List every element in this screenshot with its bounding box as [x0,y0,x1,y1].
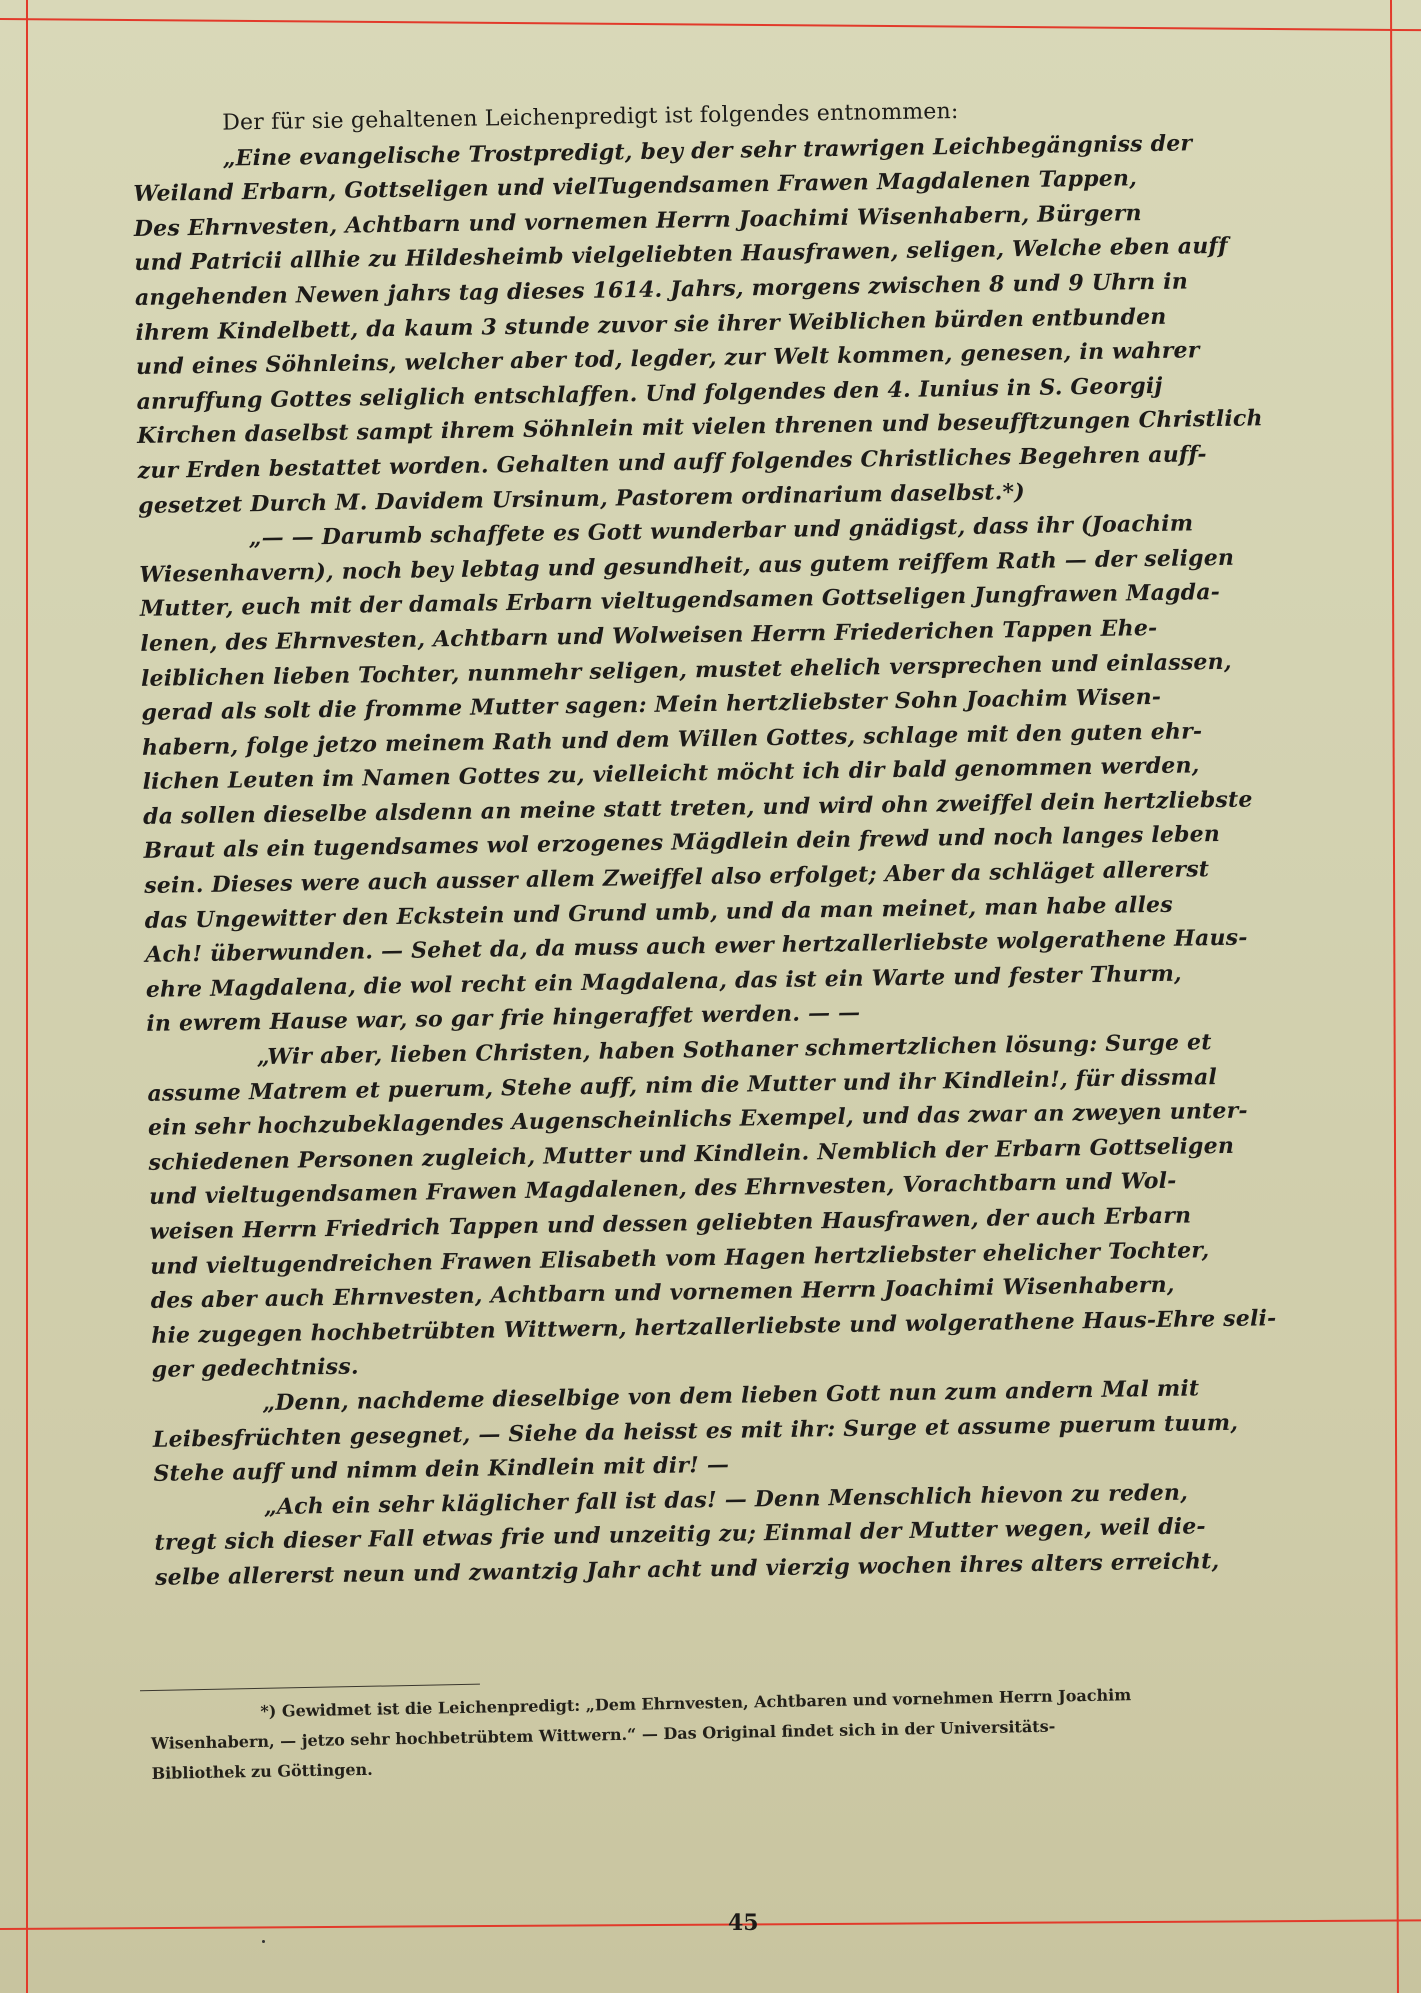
text-line: Des Ehrnvesten, Achtbarn und vornemen Herrn Joachimi Wisenhabern, Bürgern [133,199,1142,242]
bottom-red-rule [0,1919,1421,1930]
text-line: ein sehr hochzubeklagendes Augenscheinlichs Exempel, und das zwar an zweyen unter- [147,1097,1248,1142]
left-red-rule [26,0,28,1993]
footnote-rule [140,1684,480,1692]
text-line: ihrem Kindelbett, da kaum 3 stunde zuvor sie ihrer Weiblichen bürden entbunden [135,303,1167,346]
text-line: assume Matrem et puerum, Stehe auff, nim die Mutter und ihr Kindlein!, für dissmal [147,1063,1218,1107]
text-line: des aber auch Ehrnvesten, Achtbarn und vornemen Herrn Joachimi Wisenhabern, [150,1271,1175,1315]
body-text [132,90,1315,1596]
text-line: und eines Söhnleins, welcher aber tod, legder, zur Welt kommen, genesen, in wahrer [135,337,1200,381]
intro-line: Der für sie gehaltenen Leichenpredigt ist folgendes entnommen: [222,99,959,136]
text-line: angehenden Newen jahrs tag dieses 1614. Jahrs, morgens zwischen 8 und 9 Uhrn in [134,268,1189,311]
text-line: Kirchen daselbst sampt ihrem Söhnlein mit vielen threnen und beseufftzungen Christlich [136,405,1263,450]
footnote-line: Bibliothek zu Göttingen. [151,1759,373,1783]
text-line: da sollen dieselbe alsdenn an meine statt treten, und wird ohn zweiffel dein hertzliebste [142,786,1253,830]
text-line: selbe allererst neun und zwantzig Jahr acht und vierzig wochen ihres alters erreicht, [154,1548,1220,1591]
text-line: zur Erden bestattet worden. Gehalten und auff folgendes Christliches Begehren auff- [137,441,1207,484]
footnote-line: *) Gewidmet ist die Leichenpredigt: „Dem Ehrnvesten, Achtbaren und vornehmen Herrn Joachim [260,1685,1132,1721]
text-line: Wiesenhavern), noch bey lebtag und gesundheit, aus gutem reiffem Rath — der seligen [139,544,1235,588]
text-line: gesetzet Durch M. Davidem Ursinum, Pastorem ordinarium daselbst.*) [138,478,1026,519]
text-line: „Wir aber, lieben Christen, haben Sothaner schmertzlichen lösung: Surge et [256,1029,1212,1071]
text-line: schiedenen Personen zugleich, Mutter und Kindlein. Nemblich der Erbarn Gottseligen [148,1132,1235,1176]
top-red-rule [0,18,1421,31]
right-red-rule [1390,0,1399,1993]
text-line: hie zugegen hochbetrübten Wittwern, hertzallerliebste und wolgerathene Haus-Ehre seli- [151,1304,1277,1349]
text-line: Braut als ein tugendsames wol erzogenes Mägdlein dein frewd und noch langes leben [143,821,1221,865]
text-line: leiblichen lieben Tochter, nunmehr seligen, mustet ehelich versprechen und einlassen, [140,648,1232,692]
text-line: „Ach ein sehr kläglicher fall ist das! — Denn Menschlich hievon zu reden, [263,1479,1189,1520]
text-line: lichen Leuten im Namen Gottes zu, vielleicht möcht ich dir bald genommen werden, [142,752,1200,796]
text-line: gerad als solt die fromme Mutter sagen: Mein hertzliebster Sohn Joachim Wisen- [141,684,1162,727]
text-line: habern, folge jetzo meinem Rath und dem Willen Gottes, schlage mit den guten ehr- [141,717,1203,761]
text-line: ger gedechtniss. [151,1353,359,1384]
footnote-line: Wisenhabern, — jetzo sehr hochbetrübtem Wittwern.“ — Das Original findet sich in der Universitäts- [150,1716,1056,1753]
text-line: Leibesfrüchten gesegnet, — Siehe da heisst es mit ihr: Surge et assume puerum tuum, [152,1409,1239,1453]
text-line: ehre Magdalena, die wol recht ein Magdalena, das ist ein Warte und fester Thurm, [145,960,1183,1003]
speck [262,1940,265,1943]
text-line: lenen, des Ehrnvesten, Achtbarn und Wolweisen Herrn Friederichen Tappen Ehe- [140,614,1158,657]
text-line: „Eine evangelische Trostpredigt, bey der sehr trawrigen Leichbegängniss der [222,129,1193,172]
text-line: tregt sich dieser Fall etwas frie und unzeitig zu; Einmal der Mutter wegen, weil die- [154,1513,1206,1557]
text-line: das Ungewitter den Eckstein und Grund umb, und da man meinet, man habe alles [144,891,1174,934]
text-line: weisen Herrn Friedrich Tappen und dessen geliebten Hausfrawen, der auch Erbarn [149,1202,1192,1245]
text-line: sein. Dieses were auch ausser allem Zweiffel also erfolget; Aber da schläget allererst [144,856,1210,899]
page-number: 45 [728,1910,759,1936]
text-line: Mutter, euch mit der damals Erbarn vieltugendsamen Gottseligen Jungfrawen Magda- [139,579,1221,623]
text-line: und Patricii allhie zu Hildesheimb vielgeliebten Hausfrawen, seligen, Welche eben auff [134,233,1228,277]
text-line: und vieltugendsamen Frawen Magdalenen, des Ehrnvesten, Vorachtbarn und Wol- [148,1168,1177,1211]
footnote [150,1668,1302,1789]
text-line: in ewrem Hause war, so gar frie hingeraffet werden. — — [146,1000,861,1038]
text-line: „— — Darumb schaffete es Gott wunderbar und gnädigst, dass ihr (Joachim [248,510,1194,552]
text-line: Stehe auff und nimm dein Kindlein mit dir! — [153,1451,730,1487]
text-line: und vieltugendreichen Frawen Elisabeth vom Hagen hertzliebster ehelicher Tochter, [149,1236,1210,1280]
text-line: Weiland Erbarn, Gottseligen und vielTugendsamen Frawen Magdalenen Tappen, [133,165,1138,208]
text-line: Ach! überwunden. — Sehet da, da muss auch ewer hertzallerliebste wolgerathene Haus- [145,924,1248,969]
text-line: anruffung Gottes seliglich entschlaffen. Und folgendes den 4. Iunius in S. Georgij [136,372,1163,415]
text-line: „Denn, nachdeme dieselbige von dem lieben Gott nun zum andern Mal mit [262,1375,1200,1417]
